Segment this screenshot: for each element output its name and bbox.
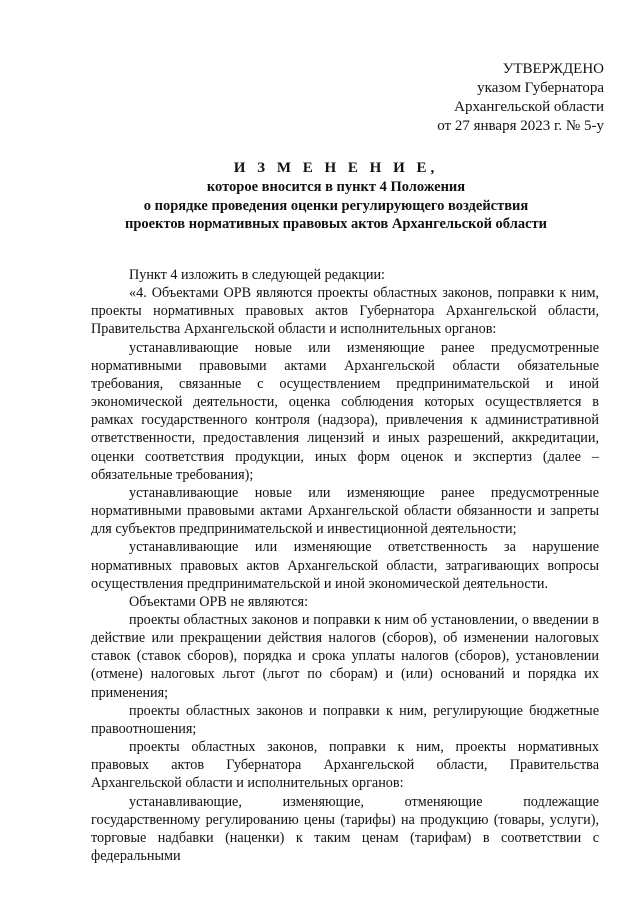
document-title	[72, 158, 600, 234]
title-line-1: которое вносится в пункт 4 Положения	[206, 179, 466, 195]
approval-heading: УТВЕРЖДЕНО	[502, 61, 604, 77]
paragraph: Пункт 4 изложить в следующей редакции:	[129, 267, 385, 283]
title-line-2: о порядке проведения оценки регулирующего воздействия	[143, 197, 529, 214]
document-body	[91, 266, 599, 865]
title-line-3: проектов нормативных правовых актов Архангельской области	[125, 216, 547, 232]
title-main: И З М Е Н Е Н И Е,	[233, 160, 439, 176]
paragraph: Объектами ОРВ не являются:	[129, 593, 309, 610]
paragraph: «4. Объектами ОРВ являются проекты областных законов, поправки к ним, проекты нормативных правовых актов Губернатора Архангельской области, Правительства Архангельской области и исполнительных органов:	[91, 285, 599, 338]
paragraph: проекты областных законов, поправки к ним, проекты нормативных правовых актов Губернатора Архангельской области, Правительства Архангельской области и исполнительных органов:	[91, 739, 599, 792]
paragraph: устанавливающие новые или изменяющие ранее предусмотренные нормативными правовыми актами Архангельской области обязательные требования, связанные с осуществлением предпринимательской и иной экономической деятельности, оценка соблюдения которых осуществляется в рамках государственного контроля (надзора), привлечения к административной ответственности, предоставления лицензий и иных разрешений, аккредитации, оценки соответствия продукции, иных форм оценок и экспертиз (далее – обязательные требования);	[91, 339, 599, 483]
paragraph: проекты областных законов и поправки к ним об установлении, о введении в действие или прекращении действия налогов (сборов), об изменении налоговых ставок (ставок сборов), порядка и срока уплаты налогов (сборов), установлении (отмене) налоговых льгот (льгот по сборам) и (или) оснований и порядка их применения;	[91, 611, 599, 701]
approval-stamp	[374, 60, 604, 136]
paragraph: устанавливающие, изменяющие, отменяющие подлежащие государственному регулированию цены (тарифы) на продукцию (товары, услуги), торговые надбавки (наценки) к таким ценам (тарифам) в соответствии с федеральными	[91, 793, 599, 864]
approval-region: Архангельской области	[454, 99, 604, 115]
approval-decree: указом Губернатора	[477, 80, 604, 96]
paragraph: устанавливающие или изменяющие ответственность за нарушение нормативных правовых актов Архангельской области, затрагивающих вопросы осуществления предпринимательской и иной экономической деятельности.	[91, 539, 599, 592]
paragraph: проекты областных законов и поправки к ним, регулирующие бюджетные правоотношения;	[91, 702, 599, 737]
paragraph: устанавливающие новые или изменяющие ранее предусмотренные нормативными правовыми актами Архангельской области обязанности и запреты для субъектов предпринимательской и инвестиционной деятельности;	[91, 484, 599, 538]
approval-date: от 27 января 2023 г. № 5-у	[437, 118, 604, 134]
